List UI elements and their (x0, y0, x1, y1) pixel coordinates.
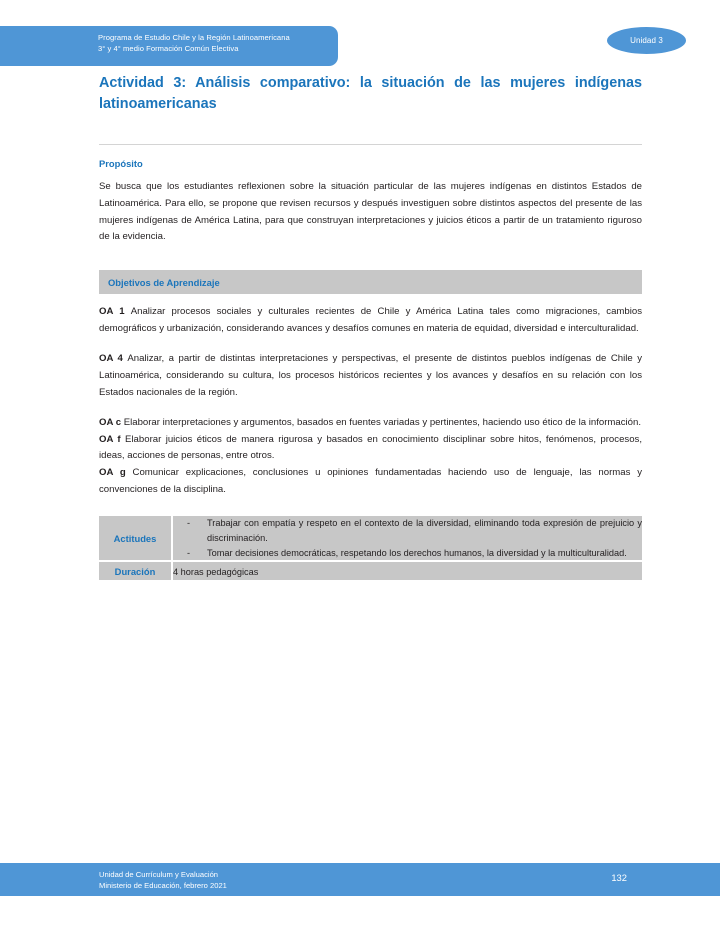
duration-label: Duración (114, 566, 156, 578)
objective-text: Elaborar juicios éticos de manera rigurosa y basados en conocimiento disciplinar sobre hitos, fenómenos, procesos, ideas, acciones de personas, entre otros. (99, 433, 642, 462)
objective-item (99, 465, 642, 498)
page-footer (0, 863, 720, 896)
objective-item (99, 304, 642, 337)
list-item-text: Tomar decisiones democráticas, respetando los derechos humanos, la diversidad y la multiculturalidad. (207, 547, 627, 558)
duration-value: 4 horas pedagógicas (173, 567, 259, 578)
unit-badge (607, 27, 686, 54)
page-content (99, 73, 642, 580)
footer-line-2: Ministerio de Educación, febrero 2021 (99, 881, 227, 890)
unit-badge-label: Unidad 3 (630, 36, 663, 45)
program-title-line-1: Programa de Estudio Chile y la Región Latinoamericana (98, 33, 290, 42)
program-title-line-2: 3° y 4° medio Formación Común Electiva (98, 44, 239, 54)
attributes-table (99, 516, 642, 580)
objective-text: Comunicar explicaciones, conclusiones u opiniones fundamentadas haciendo uso de lenguaje, las normas y convenciones de la disciplina. (99, 466, 643, 495)
dash-marker-icon: - (187, 518, 191, 529)
purpose-heading: Propósito (99, 158, 143, 169)
attitudes-value-cell (172, 516, 642, 561)
objective-item (99, 432, 642, 465)
objective-item (99, 415, 642, 432)
table-row (99, 516, 642, 561)
list-item-text: Trabajar con empatía y respeto en el contexto de la diversidad, eliminando toda expresión de prejuicio y discriminación. (207, 518, 642, 543)
attitudes-label: Actitudes (113, 533, 157, 545)
objectives-bar (99, 270, 642, 294)
objective-code: OA f (99, 433, 126, 445)
objective-text: Analizar procesos sociales y culturales recientes de Chile y América Latina tales como migraciones, cambios demográficos y urbanización, considerando avances y desafíos comunes en materia de equidad, diversidad e interculturalidad. (99, 306, 642, 334)
objective-text: Analizar, a partir de distintas interpretaciones y perspectivas, el presente de distintos pueblos indígenas de Chile y Latinoamérica, considerando su cultura, los procesos históricos recientes y los avances y desafíos en su relación con los Estados nacionales de la región. (99, 353, 643, 398)
objective-code: OA 4 (99, 353, 128, 365)
footer-organization (99, 869, 227, 891)
duration-value-cell (172, 561, 642, 580)
dash-marker-icon: - (187, 547, 191, 558)
title-divider (99, 144, 642, 145)
duration-label-cell (99, 561, 172, 580)
page-number: 132 (611, 872, 627, 883)
page-title: Actividad 3: Análisis comparativo: la situación de las mujeres indígenas latinoamericanas (99, 75, 642, 112)
objective-code: OA c (99, 417, 124, 429)
objective-item (99, 351, 642, 401)
objective-code: OA g (99, 466, 133, 478)
objectives-bar-label: Objetivos de Aprendizaje (108, 276, 220, 288)
attitudes-list (173, 516, 642, 560)
objectives-list (99, 304, 642, 498)
objective-text: Elaborar interpretaciones y argumentos, basados en fuentes variadas y pertinentes, haciendo uso ético de la información. (123, 417, 642, 429)
footer-line-1: Unidad de Currículum y Evaluación (99, 870, 219, 879)
table-row (99, 561, 642, 580)
objective-code: OA 1 (99, 306, 131, 318)
purpose-text: Se busca que los estudiantes reflexionen sobre la situación particular de las mujeres indígenas en distintos Estados de Latinoamérica. Para ello, se propone que revisen recursos y después investiguen sobre distintos aspectos del presente de las mujeres indígenas de América Latina, para que construyan interpretaciones y juicios éticos a partir de un tratamiento riguroso de la evidencia. (99, 181, 642, 243)
list-item (173, 546, 642, 560)
attitudes-label-cell (99, 516, 172, 561)
program-header-band (0, 26, 338, 66)
list-item (173, 516, 642, 545)
